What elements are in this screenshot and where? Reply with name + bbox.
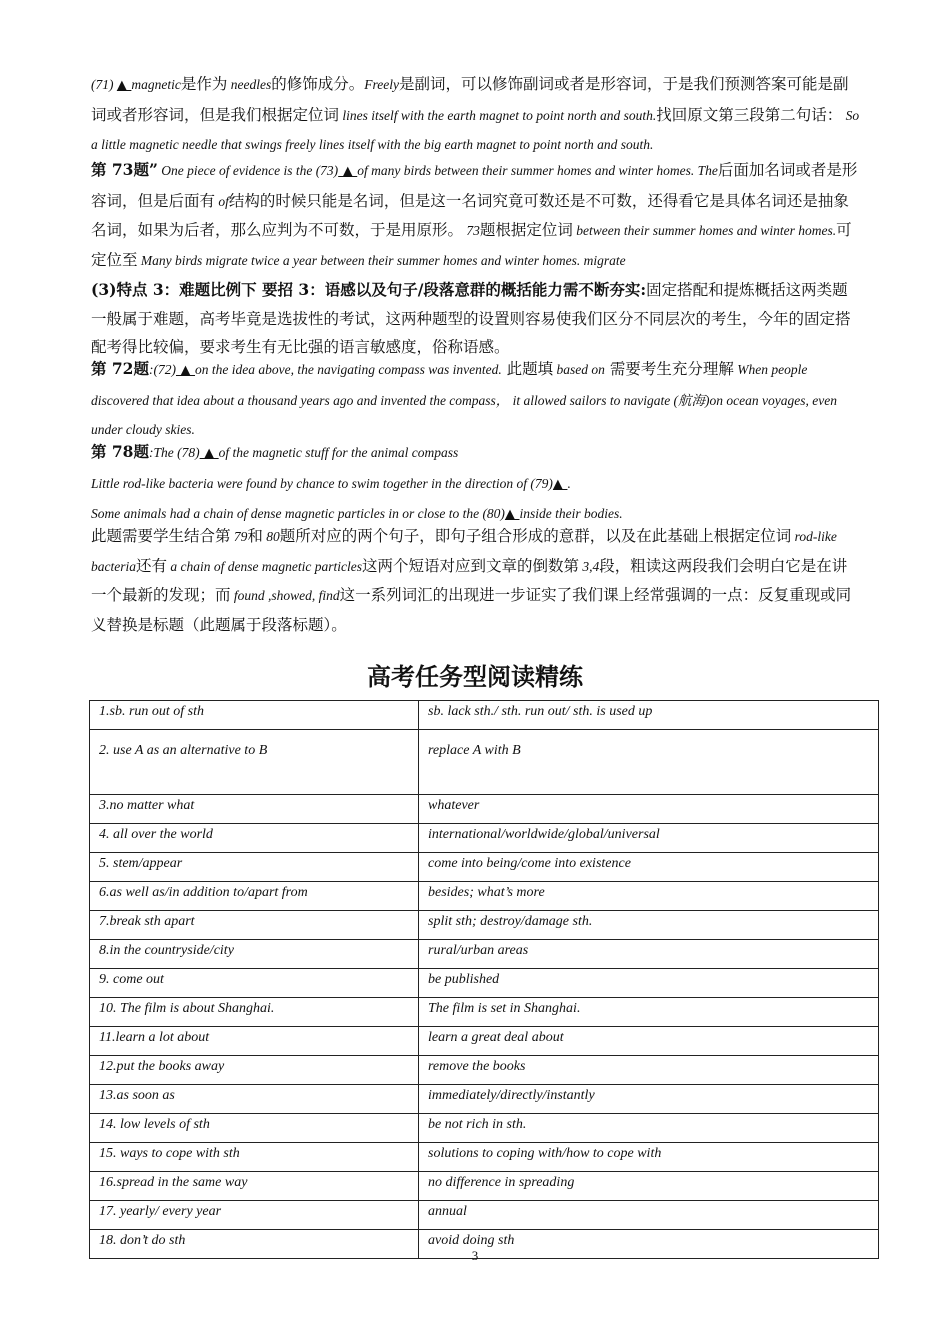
phrase-cell: 5. stem/appear [90,853,419,882]
italic-quote: Little rod-like bacteria were found by chance to swim together in the direction of (79) [91,475,553,491]
text-run: 这一系列词汇的出现进一步证实了我们课上经常强调的一点：反复重现或同义替换是标题（此题属于段落标题）。 [91,586,852,634]
table-row [90,969,879,998]
italic-quote: Many birds migrate twice a year between their summer homes and winter homes. migrate [137,252,626,268]
table-row [90,1143,879,1172]
text-run: 找回原文第三段第二句话： [656,105,843,124]
synonym-cell: come into being/come into existence [419,853,879,882]
synonym-cell: annual [419,1201,879,1230]
table-row [90,998,879,1027]
table-row [90,940,879,969]
text-run: 结构的时候只能是名词，但是这一名词究竟可数还是不可数，还得看它是具体名词还是抽象名词，如果为后者，那么应判为不可数，于是用原形。 [91,191,849,239]
italic-quote: lines itself with the earth magnet to point north and south. [339,107,657,123]
table-row [90,853,879,882]
blank-marker: ▲ [504,507,520,522]
table-row [90,824,879,853]
blank-marker: ▲ [552,476,568,492]
italic-term: 3,4 [579,558,600,574]
italic-quote: on the idea above, the navigating compass was invented. [195,362,502,377]
italic-quote: Some animals had a chain of dense magnetic particles in or close to the (80) [91,506,505,521]
italic-quote: between their summer homes and winter homes. [572,223,837,238]
italic-quote: :(72) [148,362,176,377]
italic-term: Freely [364,77,400,92]
italic-term: 79 [230,529,248,544]
table-row [90,911,879,940]
question-label: 第 78题 [91,442,149,461]
phrase-cell: 1.sb. run out of sth [90,701,419,730]
phrase-cell: 8.in the countryside/city [90,940,419,969]
italic-term: a chain of dense magnetic particles [167,558,362,574]
synonym-cell: be not rich in sth. [419,1114,879,1143]
italic-quote: of many birds between their summer homes and winter homes. The [357,163,718,178]
table-row [90,882,879,911]
synonym-cell: avoid doing sth [419,1230,879,1259]
text-run: 可定位至 [91,221,852,269]
synonym-cell: replace A with B [419,730,879,795]
paragraph-feature-3 [91,276,861,362]
text-run: 此题填 [501,360,554,378]
paragraph-78 [91,438,861,530]
italic-term: magnetic [131,77,181,92]
phrase-cell: 9. come out [90,969,419,998]
italic-quote: When people discovered that idea about a thousand years ago and invented the compass， it allowed sailors to navigate (航海)on ocean voyages, even under cloudy skies. [91,362,837,437]
synonym-cell: be published [419,969,879,998]
blank-marker: ▲ [199,446,219,461]
synonym-cell: rural/urban areas [419,940,879,969]
phrase-cell: 12.put the books away [90,1056,419,1085]
section-heading: (3)特点 3：难题比例下 要招 3：语感以及句子/段落意群的概括能力需不断夯实: [91,280,647,299]
phrase-cell: 10. The film is about Shanghai. [90,998,419,1027]
synonym-cell: whatever [419,795,879,824]
synonym-cell: split sth; destroy/damage sth. [419,911,879,940]
text-run: 后面加名词或者是形容词，但是后面有 [91,161,858,210]
text-run: 题根据定位词 [479,221,573,239]
phrase-cell: 2. use A as an alternative to B [90,730,419,795]
phrase-cell: 14. low levels of sth [90,1114,419,1143]
question-label: 第 72题 [91,359,149,378]
paragraph-analysis [91,522,861,639]
text-run: 是作为 [180,75,228,93]
synonym-cell: solutions to coping with/how to cope with [419,1143,879,1172]
table-row [90,1172,879,1201]
phrase-cell: 18. don’t do sth [90,1230,419,1259]
vocab-table [89,700,879,1259]
synonym-cell: learn a great deal about [419,1027,879,1056]
text-run: 此题需要学生结合第 [91,527,231,545]
page-number: 3 [471,1248,479,1263]
synonym-cell: immediately/directly/instantly [419,1085,879,1114]
synonym-cell: The film is set in Shanghai. [419,998,879,1027]
italic-term: of [215,193,229,209]
table-row [90,701,879,730]
italic-term: needles [227,77,272,92]
phrase-cell: 3.no matter what [90,795,419,824]
paragraph-71 [91,70,861,160]
phrase-cell: 7.break sth apart [90,911,419,940]
italic-term: based on [553,362,605,377]
phrase-cell: 4. all over the world [90,824,419,853]
italic-term: rod-like bacteria [91,529,837,574]
italic-term: 73 [463,223,480,238]
phrase-cell: 6.as well as/in addition to/apart from [90,882,419,911]
text-run: 的修饰成分。 [271,75,365,93]
italic-term: found ,showed, find [230,588,340,603]
italic-quote: :The (78) [148,445,200,460]
text-run: 和 [247,527,263,545]
text-run: 需要考生充分理解 [604,360,734,378]
synonym-cell: international/worldwide/global/universal [419,824,879,853]
synonym-cell: besides; what’s more [419,882,879,911]
paragraph-73 [91,156,861,275]
question-label: 第 73题” [91,160,158,179]
question-ref: (71) [91,77,117,92]
table-row [90,1056,879,1085]
italic-quote: . [567,475,571,491]
synonym-cell: no difference in spreading [419,1172,879,1201]
italic-quote: inside their bodies. [519,506,623,521]
phrase-cell: 13.as soon as [90,1085,419,1114]
text-run: 这两个短语对应到文章的倒数第 [361,556,579,575]
italic-quote: One piece of evidence is the (73) [157,163,339,178]
italic-term: 80 [262,529,280,544]
phrase-cell: 17. yearly/ every year [90,1201,419,1230]
vocab-table-body [90,701,879,1259]
table-row [90,1114,879,1143]
table-row [90,1027,879,1056]
table-row [90,1201,879,1230]
blank-marker: ▲ [116,78,132,93]
section-title: 高考任务型阅读精练 [367,662,583,691]
table-row [90,1085,879,1114]
text-run: 题所对应的两个句子，即句子组合形成的意群，以及在此基础上根据定位词 [279,527,792,545]
text-run: 是副词，可以修饰副词或者是形容词，于是我们预测答案可能是副词或者形容词，但是我们根据定位词 [91,75,849,124]
blank-marker: ▲ [338,164,358,179]
italic-quote: of the magnetic stuff for the animal compass [218,445,459,460]
italic-quote: So a little magnetic needle that swings freely lines itself with the big earth magnet to point north and south. [91,107,860,152]
synonym-cell: remove the books [419,1056,879,1085]
text-run: 段，粗读这两段我们会明白它是在讲一个最新的发现；而 [91,556,848,604]
table-row [90,795,879,824]
synonym-cell: sb. lack sth./ sth. run out/ sth. is used up [419,701,879,730]
phrase-cell: 15. ways to cope with sth [90,1143,419,1172]
table-row [90,730,879,795]
blank-marker: ▲ [175,363,196,378]
phrase-cell: 11.learn a lot about [90,1027,419,1056]
paragraph-72 [91,355,861,445]
phrase-cell: 16.spread in the same way [90,1172,419,1201]
text-run: 固定搭配和提炼概括这两类题一般属于难题，高考毕竟是选拔性的考试，这两种题型的设置则容易使我们区分不同层次的考生，今年的固定搭配考得比较偏，要求考生有无比强的语言敏感度，俗称语感。 [91,281,851,356]
text-run: 还有 [136,556,168,575]
